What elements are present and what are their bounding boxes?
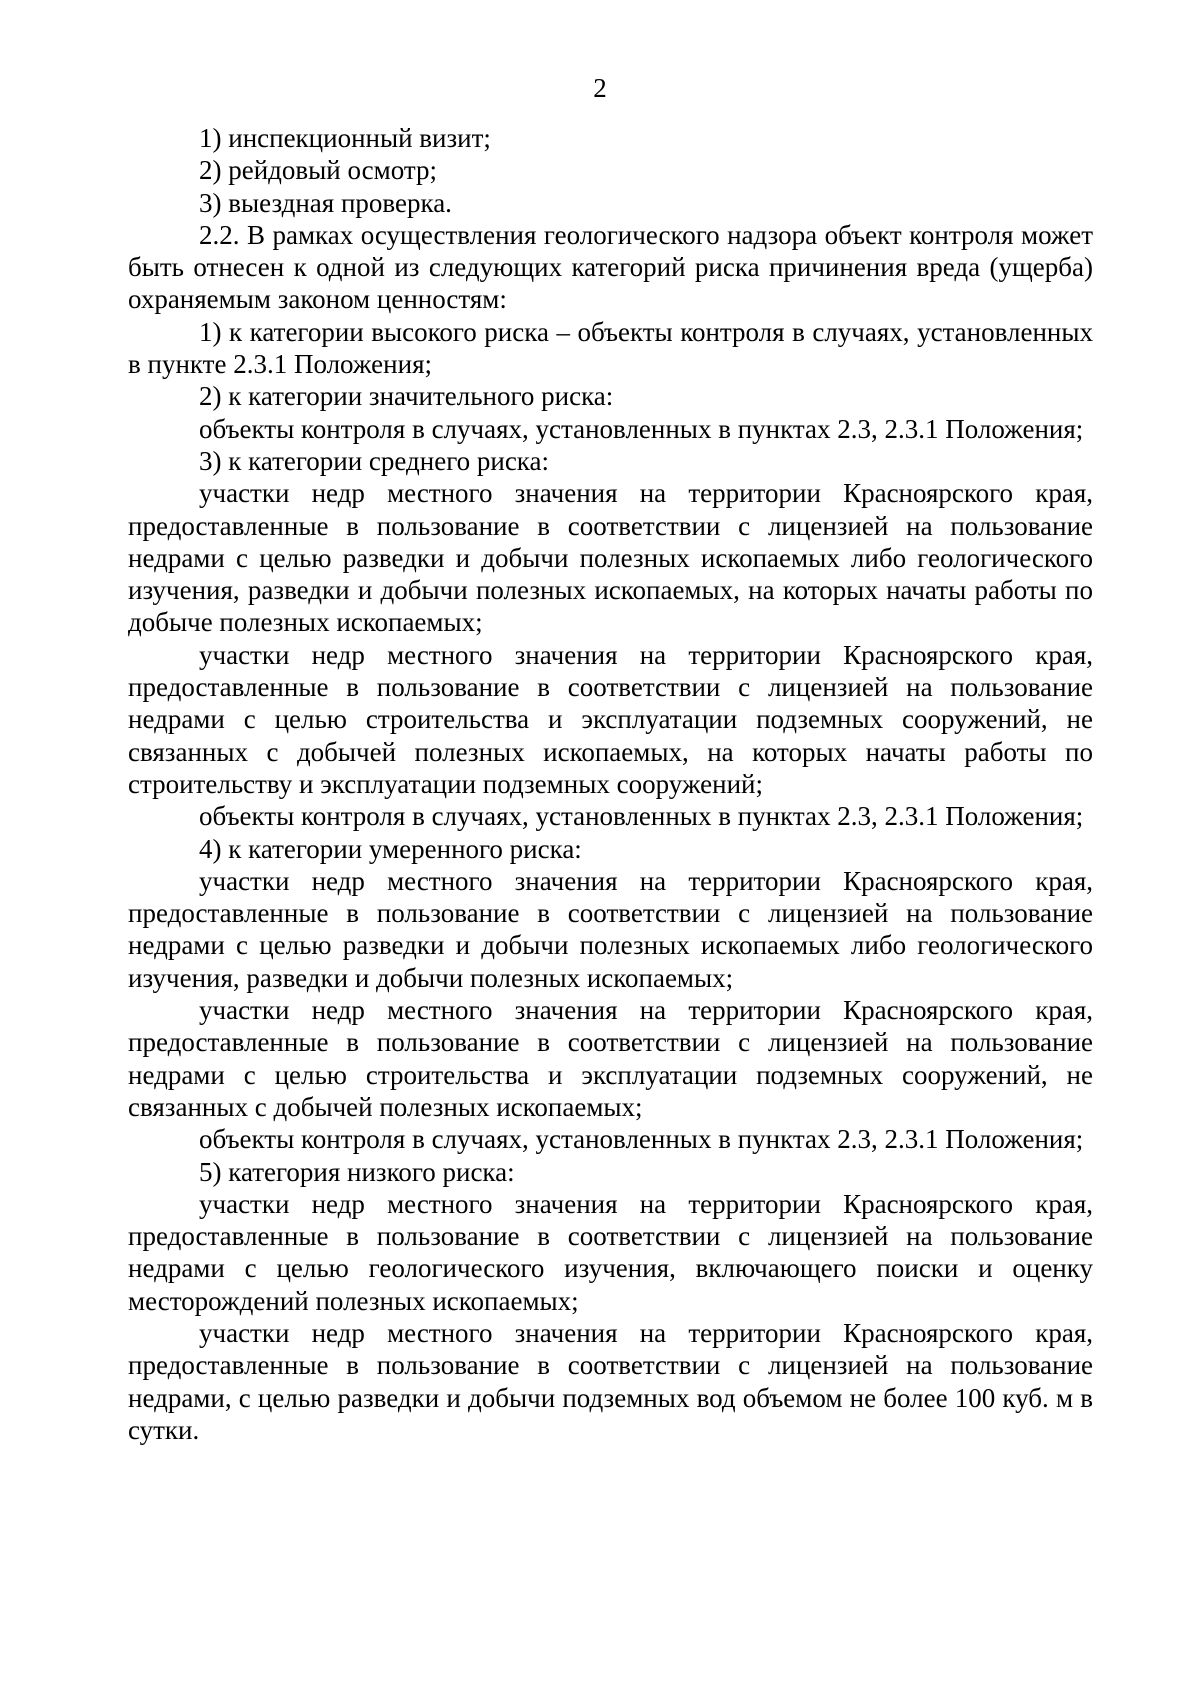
paragraph-section-2-2: 2.2. В рамках осуществления геологического надзора объект контроля может быть отнесен к одной из следующих категорий риска причинения вреда (ущерба) охраняемым законом ценностям: <box>128 219 1093 315</box>
paragraph-list-item: 2) рейдовый осмотр; <box>199 155 438 186</box>
document-body <box>128 122 1093 1446</box>
paragraph-significant-risk-objects: объекты контроля в случаях, установленных в пунктах 2.3, 2.3.1 Положения; <box>199 413 1084 444</box>
paragraph-medium-risk-item: объекты контроля в случаях, установленных в пунктах 2.3, 2.3.1 Положения; <box>199 801 1084 832</box>
paragraph-list-item: 1) инспекционный визит; <box>199 123 491 153</box>
paragraph-medium-risk-item: участки недр местного значения на территории Красноярского края, предоставленные в пользование в соответствии с лицензией на пользование недрами с целью разведки и добычи полезных ископаемых либо геологического изучения, разведки и добычи полезных ископаемых, на которых начаты работы по добыче полезных ископаемых; <box>128 478 1093 638</box>
paragraph-moderate-risk-item: участки недр местного значения на территории Красноярского края, предоставленные в пользование в соответствии с лицензией на пользование недрами с целью разведки и добычи полезных ископаемых либо геологического изучения, разведки и добычи полезных ископаемых; <box>128 865 1093 993</box>
paragraph-low-risk-item: участки недр местного значения на территории Красноярского края, предоставленные в пользование в соответствии с лицензией на пользование недрами с целью геологического изучения, включающего поиски и оценку месторождений полезных ископаемых; <box>128 1188 1093 1316</box>
paragraph-moderate-risk-heading: 4) к категории умеренного риска: <box>199 833 582 864</box>
paragraph-significant-risk-heading: 2) к категории значительного риска: <box>199 381 614 412</box>
paragraph-moderate-risk-item: участки недр местного значения на территории Красноярского края, предоставленные в пользование в соответствии с лицензией на пользование недрами с целью строительства и эксплуатации подземных сооружений, не связанных с добычей полезных ископаемых; <box>128 995 1093 1122</box>
page-number: 2 <box>593 73 607 103</box>
paragraph-moderate-risk-item: объекты контроля в случаях, установленных в пунктах 2.3, 2.3.1 Положения; <box>199 1124 1084 1155</box>
paragraph-high-risk: 1) к категории высокого риска – объекты контроля в случаях, установленных в пункте 2.3.1 Положения; <box>128 316 1093 380</box>
paragraph-medium-risk-item: участки недр местного значения на территории Красноярского края, предоставленные в пользование в соответствии с лицензией на пользование недрами с целью строительства и эксплуатации подземных сооружений, не связанных с добычей полезных ископаемых, на которых начаты работы по строительству и эксплуатации подземных сооружений; <box>128 639 1093 799</box>
paragraph-list-item: 3) выездная проверка. <box>199 187 452 218</box>
paragraph-medium-risk-heading: 3) к категории среднего риска: <box>199 445 549 476</box>
paragraph-low-risk-heading: 5) категория низкого риска: <box>199 1156 515 1187</box>
paragraph-low-risk-item: участки недр местного значения на территории Красноярского края, предоставленные в пользование в соответствии с лицензией на пользование недрами, с целью разведки и добычи подземных вод объемом не более 100 куб. м в сутки. <box>128 1317 1093 1445</box>
